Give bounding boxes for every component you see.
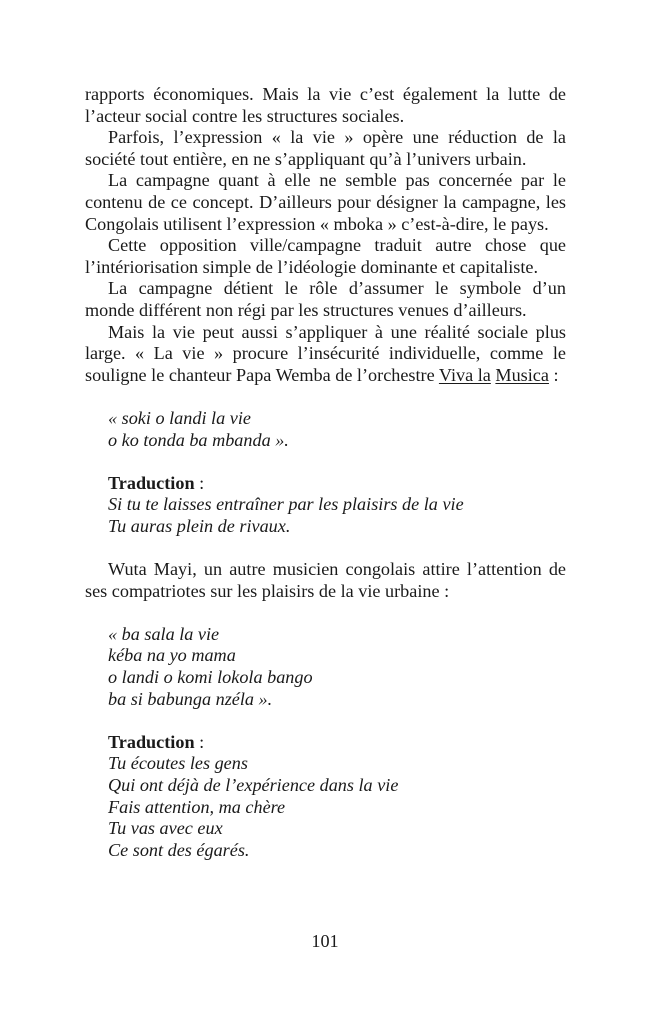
translation-line: Tu auras plein de rivaux. bbox=[108, 515, 291, 536]
text-line: large. « La vie » procure l’insécurité individuelle, comme le bbox=[85, 343, 566, 364]
lyric-line: « ba sala la vie bbox=[108, 623, 220, 644]
text-line: Wuta Mayi, un autre musicien congolais attire l’attention de bbox=[108, 559, 566, 580]
text-fragment: : bbox=[548, 364, 559, 385]
blank-line bbox=[85, 710, 566, 732]
lyric-line: ba si babunga nzéla ». bbox=[108, 688, 273, 709]
translation-label: Traduction bbox=[108, 731, 195, 752]
text-line: rapports économiques. Mais la vie c’est également la lutte de bbox=[85, 84, 566, 104]
blank-line bbox=[85, 451, 566, 473]
translation-line: Ce sont des égarés. bbox=[108, 839, 250, 860]
underlined-orchestre-name: Musica bbox=[495, 364, 549, 385]
paragraph bbox=[85, 322, 566, 387]
paragraph bbox=[85, 235, 566, 278]
lyric-line: « soki o landi la vie bbox=[108, 407, 251, 428]
underlined-orchestre-name: Viva la bbox=[438, 364, 491, 385]
text-line: contenu de ce concept. D’ailleurs pour désigner la campagne, les bbox=[85, 191, 566, 212]
text-line: La campagne quant à elle ne semble pas concernée par le bbox=[108, 170, 566, 191]
translation-label: Traduction bbox=[108, 472, 195, 493]
paragraph bbox=[85, 84, 566, 127]
text-line: l’acteur social contre les structures sociales. bbox=[85, 105, 405, 126]
lyric-line: kéba na yo mama bbox=[108, 645, 236, 666]
paragraph bbox=[85, 170, 566, 235]
translation-colon: : bbox=[194, 731, 205, 752]
translation-heading bbox=[85, 473, 566, 495]
text-line: monde différent non régi par les structures venues d’ailleurs. bbox=[85, 299, 527, 320]
text-line: l’intériorisation simple de l’idéologie dominante et capitaliste. bbox=[85, 256, 539, 277]
lyric-line: o ko tonda ba mbanda ». bbox=[108, 429, 289, 450]
text-line: Parfois, l’expression « la vie » opère une réduction de la bbox=[108, 127, 566, 148]
lyric-line: o landi o komi lokola bango bbox=[108, 667, 313, 688]
translation-line: Si tu te laisses entraîner par les plaisirs de la vie bbox=[108, 494, 464, 515]
translation-block bbox=[85, 473, 566, 538]
blank-line bbox=[85, 537, 566, 559]
text-line: ses compatriotes sur les plaisirs de la vie urbaine : bbox=[85, 580, 450, 601]
translation-heading bbox=[85, 732, 566, 754]
text-line: Congolais utilisent l’expression « mboka » c’est-à-dire, le pays. bbox=[85, 213, 549, 234]
text-line bbox=[85, 365, 566, 387]
text-line: société tout entière, en ne s’appliquant qu’à l’univers urbain. bbox=[85, 148, 527, 169]
text-line: Cette opposition ville/campagne traduit autre chose que bbox=[108, 235, 566, 256]
page-body bbox=[85, 84, 566, 861]
translation-line: Qui ont déjà de l’expérience dans la vie bbox=[108, 775, 399, 795]
text-fragment: souligne le chanteur Papa Wemba de l’orchestre bbox=[85, 364, 439, 385]
translation-line: Tu écoutes les gens bbox=[108, 753, 248, 774]
translation-line: Tu vas avec eux bbox=[108, 818, 223, 839]
page-number: 101 bbox=[311, 931, 339, 951]
paragraph bbox=[85, 559, 566, 602]
paragraph bbox=[85, 127, 566, 170]
blank-line bbox=[85, 386, 566, 408]
translation-colon: : bbox=[194, 472, 205, 493]
text-line: La campagne détient le rôle d’assumer le symbole d’un bbox=[108, 278, 566, 299]
translation-block bbox=[85, 732, 566, 862]
song-lyrics bbox=[85, 624, 566, 710]
blank-line bbox=[85, 602, 566, 624]
song-lyrics bbox=[85, 408, 566, 451]
paragraph bbox=[85, 278, 566, 321]
translation-line: Fais attention, ma chère bbox=[108, 796, 286, 817]
text-line: Mais la vie peut aussi s’appliquer à une réalité sociale plus bbox=[108, 321, 566, 342]
